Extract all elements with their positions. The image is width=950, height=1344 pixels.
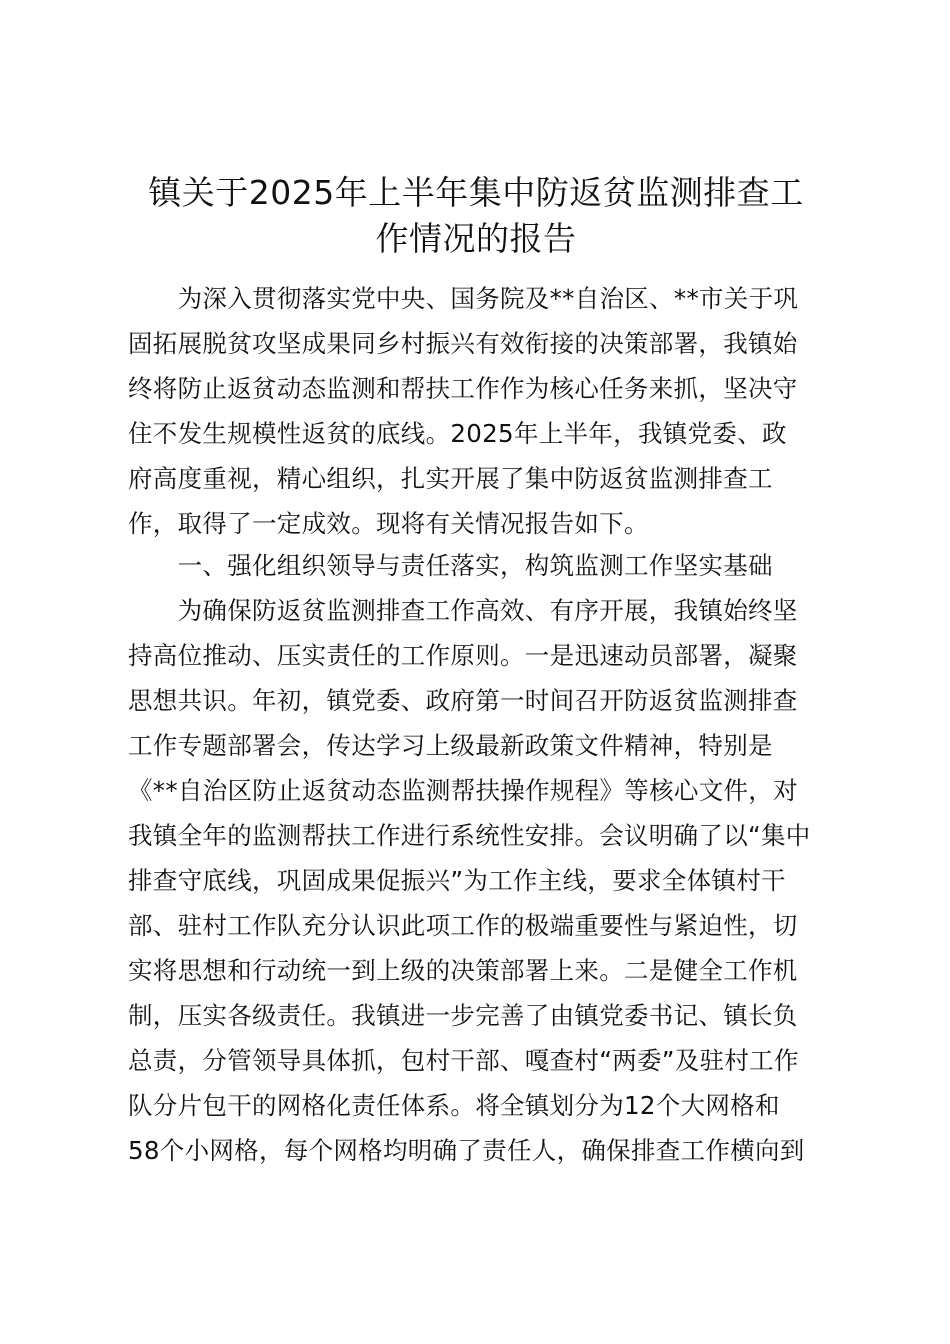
body-line: 我镇全年的监测帮扶工作进行系统性安排。会议明确了以“集中 [128, 821, 811, 850]
body-line: 排查守底线，巩固成果促振兴”为工作主线，要求全体镇村干 [128, 866, 786, 895]
body-line: 为确保防返贫监测排查工作高效、有序开展，我镇始终坚 [128, 596, 798, 625]
body-line: 《**自治区防止返贫动态监测帮扶操作规程》等核心文件，对 [128, 776, 798, 805]
body-line: 队分片包干的网格化责任体系。将全镇划分为12个大网格和 [128, 1091, 780, 1120]
document-title [120, 170, 832, 262]
body-line: 工作专题部署会，传达学习上级最新政策文件精神，特别是 [128, 731, 773, 760]
body-line: 制，压实各级责任。我镇进一步完善了由镇党委书记、镇长负 [128, 1001, 798, 1030]
body-line: 实将思想和行动统一到上级的决策部署上来。二是健全工作机 [128, 956, 798, 985]
title-line: 镇关于2025年上半年集中防返贫监测排查工 [148, 173, 804, 212]
section-heading: 一、强化组织领导与责任落实，构筑监测工作坚实基础 [128, 551, 773, 580]
body-line: 部、驻村工作队充分认识此项工作的极端重要性与紧迫性，切 [128, 911, 798, 940]
body-line: 总责，分管领导具体抓，包村干部、嘎查村“两委”及驻村工作 [128, 1046, 799, 1075]
body-line: 终将防止返贫动态监测和帮扶工作作为核心任务来抓，坚决守 [128, 374, 798, 403]
title-line: 作情况的报告 [375, 219, 577, 258]
body-line: 作，取得了一定成效。现将有关情况报告如下。 [128, 509, 649, 538]
body-line: 府高度重视，精心组织，扎实开展了集中防返贫监测排查工 [128, 464, 773, 493]
body-line: 思想共识。年初，镇党委、政府第一时间召开防返贫监测排查 [128, 686, 798, 715]
body-line: 58个小网格，每个网格均明确了责任人，确保排查工作横向到 [128, 1136, 805, 1165]
body-line: 为深入贯彻落实党中央、国务院及**自治区、**市关于巩 [128, 284, 799, 313]
body-line: 持高位推动、压实责任的工作原则。一是迅速动员部署，凝聚 [128, 641, 798, 670]
body-line: 住不发生规模性返贫的底线。2025年上半年，我镇党委、政 [128, 419, 787, 448]
body-line: 固拓展脱贫攻坚成果同乡村振兴有效衔接的决策部署，我镇始 [128, 329, 798, 358]
